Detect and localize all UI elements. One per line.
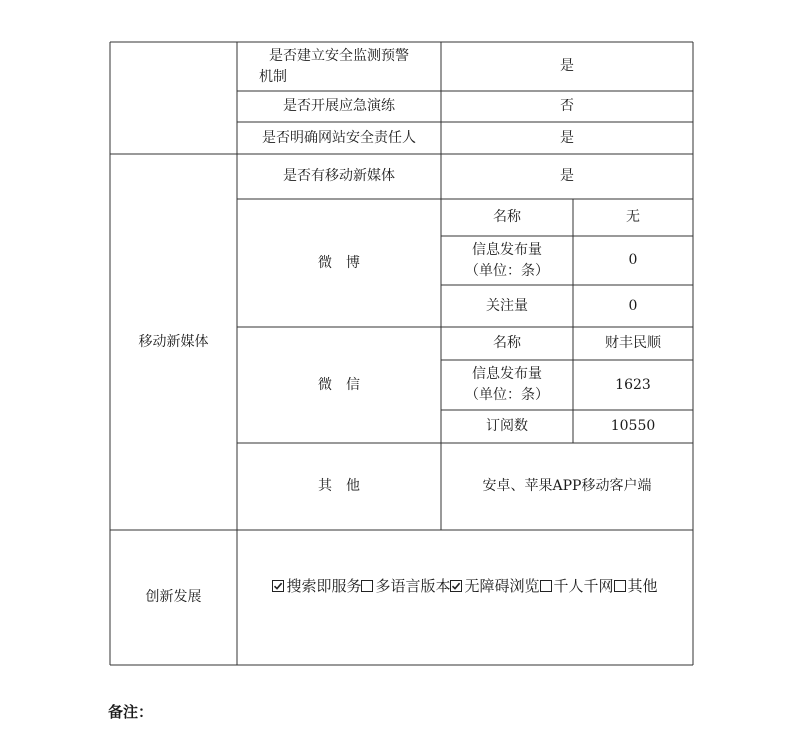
emergency-drill-value: 否 xyxy=(560,98,574,114)
innovation-option[interactable] xyxy=(540,576,614,597)
wechat-posts-label xyxy=(441,360,573,410)
innovation-option[interactable] xyxy=(361,576,450,597)
innovation-option-label: 多语言版本 xyxy=(375,576,451,595)
has-mobile-media-label: 是否有移动新媒体 xyxy=(283,168,395,184)
notes-label: 备注： xyxy=(108,703,154,721)
innovation-option-label: 搜索即服务 xyxy=(286,576,362,595)
mobile-media-section-label: 移动新媒体 xyxy=(138,333,209,350)
security-responsible-label: 是否明确网站安全责任人 xyxy=(262,129,416,146)
has-mobile-media-value: 是 xyxy=(560,168,574,184)
wechat-subscribers-value: 10550 xyxy=(610,418,656,434)
checkbox-empty-icon[interactable] xyxy=(540,580,552,592)
wechat-posts-value: 1623 xyxy=(615,376,651,393)
wechat-label: 微 信 xyxy=(318,376,360,393)
checkbox-checked-icon[interactable] xyxy=(272,580,284,592)
checkbox-empty-icon[interactable] xyxy=(614,580,626,592)
wechat-subscribers-label: 订阅数 xyxy=(486,418,528,434)
weibo-name-value: 无 xyxy=(626,209,640,225)
innovation-option[interactable] xyxy=(450,576,539,597)
wechat-posts-label-line1: 信息发布量 xyxy=(472,366,542,382)
weibo-followers-label: 关注量 xyxy=(486,297,528,314)
innovation-option-label: 千人千网 xyxy=(553,576,614,595)
innovation-option[interactable] xyxy=(272,576,361,597)
monitoring-mechanism-label-line1: 是否建立安全监测预警 xyxy=(269,47,409,64)
weibo-label: 微 博 xyxy=(318,254,360,271)
monitoring-mechanism-label-line2: 机制 xyxy=(259,68,287,85)
emergency-drill-label: 是否开展应急演练 xyxy=(283,98,395,114)
weibo-posts-label-line1: 信息发布量 xyxy=(472,241,542,258)
monitoring-mechanism-value: 是 xyxy=(560,58,574,74)
wechat-posts-label-line2: （单位：条） xyxy=(465,387,549,403)
other-label: 其 他 xyxy=(318,478,360,494)
innovation-option-label: 无障碍浏览 xyxy=(464,576,540,595)
innovation-option[interactable] xyxy=(614,576,658,597)
innovation-label: 创新发展 xyxy=(145,589,202,605)
wechat-name-label: 名称 xyxy=(493,335,521,351)
security-responsible-value: 是 xyxy=(560,129,574,146)
other-value: 安卓、苹果APP移动客户端 xyxy=(482,478,652,494)
checkbox-checked-icon[interactable] xyxy=(450,580,462,592)
weibo-posts-label xyxy=(441,236,573,285)
weibo-posts-label-line2: （单位：条） xyxy=(465,262,549,279)
wechat-name-value: 财丰民顺 xyxy=(605,335,661,351)
weibo-posts-value: 0 xyxy=(628,252,638,268)
innovation-option-label: 其他 xyxy=(627,576,658,595)
weibo-followers-value: 0 xyxy=(628,297,638,314)
innovation-options xyxy=(237,530,693,642)
monitoring-mechanism-label xyxy=(237,42,441,91)
checkbox-empty-icon[interactable] xyxy=(361,580,373,592)
weibo-name-label: 名称 xyxy=(493,209,521,225)
